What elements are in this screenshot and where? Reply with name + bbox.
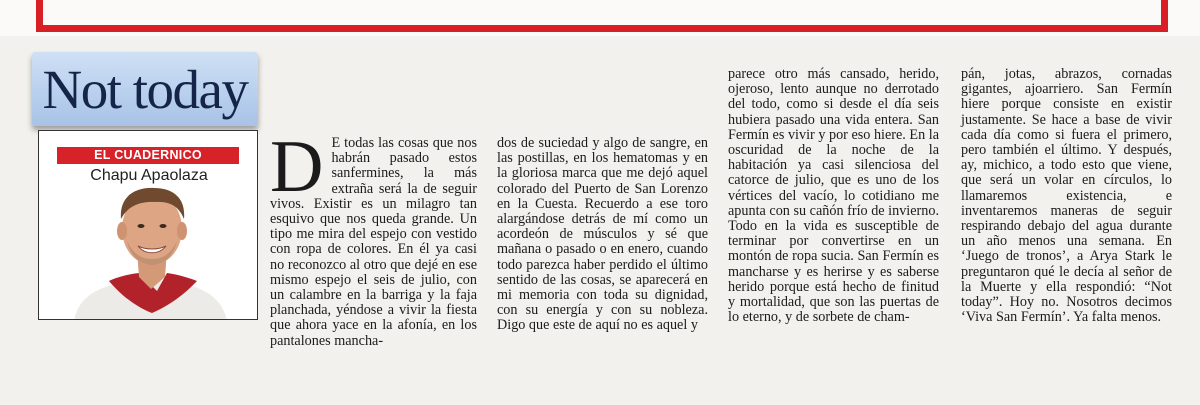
author-byline: Chapu Apaolaza	[90, 167, 208, 184]
headline-box	[32, 52, 258, 126]
previous-article-red-frame	[36, 0, 1168, 32]
article-column-1	[270, 126, 477, 349]
headline: Not today	[42, 59, 248, 120]
article-text: E todas las cosas que nos habrán pasado estos sanfermines, la más extraña será la de seguir vivos. Existir es un milagro tan esquivo que nos queda grande. Un tipo me mira del espejo con vestido con ropa de colores. En él ya casi no reconozco al otro que dejé en ese mismo espejo el seis de julio, con un calambre en la barriga y la faja planchada, yéndose a vivir la fiesta que ahora yace en la afonía, en los pantalones mancha-	[270, 135, 477, 349]
article-column-2	[497, 136, 708, 334]
drop-cap: D	[270, 126, 324, 208]
article-text: pán, jotas, abrazos, cornadas gigantes, ajoarriero. San Fermín hiere porque consiste en existir justamente. Se hace a base de vivir cada día como si fuera el primero, pero también el último. Y después, ay, michico, a todo esto que viene, que será un volar en círculos, lo llamaremos existencia, e inventaremos maneras de seguir respirando debajo del agua durante un año menos una semana. En ‘Juego de tronos’, a Arya Stark le preguntaron qué le decía al señor de la Muerte y ella respondió: “Not today”. Hoy no. Nosotros decimos ‘Viva San Fermín’. Ya falta menos.	[961, 66, 1172, 326]
article-text: parece otro más cansado, herido, ojeroso, lento aunque no derrotado del todo, como si desde el día seis hubiera pasado una vida entera. San Fermín es vivir y por eso hiere. En la oscuridad de la noche de la habitación ya casi silenciosa del catorce de julio, que es uno de los vértices del vacío, lo cotidiano me apunta con su cañón frío de invierno. Todo en la vida es susceptible de terminar por convertirse en un montón de ropa sucia. San Fermín es mancharse y es herirse y es saberse herido porque está hecho de finitud y mortalidad, que son las puertas de lo eterno, y de sorbete de cham-	[728, 66, 939, 326]
article-text: dos de suciedad y algo de sangre, en las postillas, en los hematomas y en la gloriosa marca que me dejó aquel colorado del Puerto de San Lorenzo en la Cuesta. Recuerdo a ese toro alargándose detrás de mí como un acordeón de músculos y sé que mañana o pasado o en enero, cuando todo parezca haber perdido el último sentido de las cosas, se aparecerá en mi memoria con toda su dignidad, con su energía y con su nobleza. Digo que este de aquí no es aquel y	[497, 135, 708, 334]
article-column-4	[961, 67, 1172, 325]
article-column-3	[728, 67, 939, 325]
author-card	[38, 130, 258, 320]
section-tag: EL CUADERNICO	[57, 147, 239, 164]
